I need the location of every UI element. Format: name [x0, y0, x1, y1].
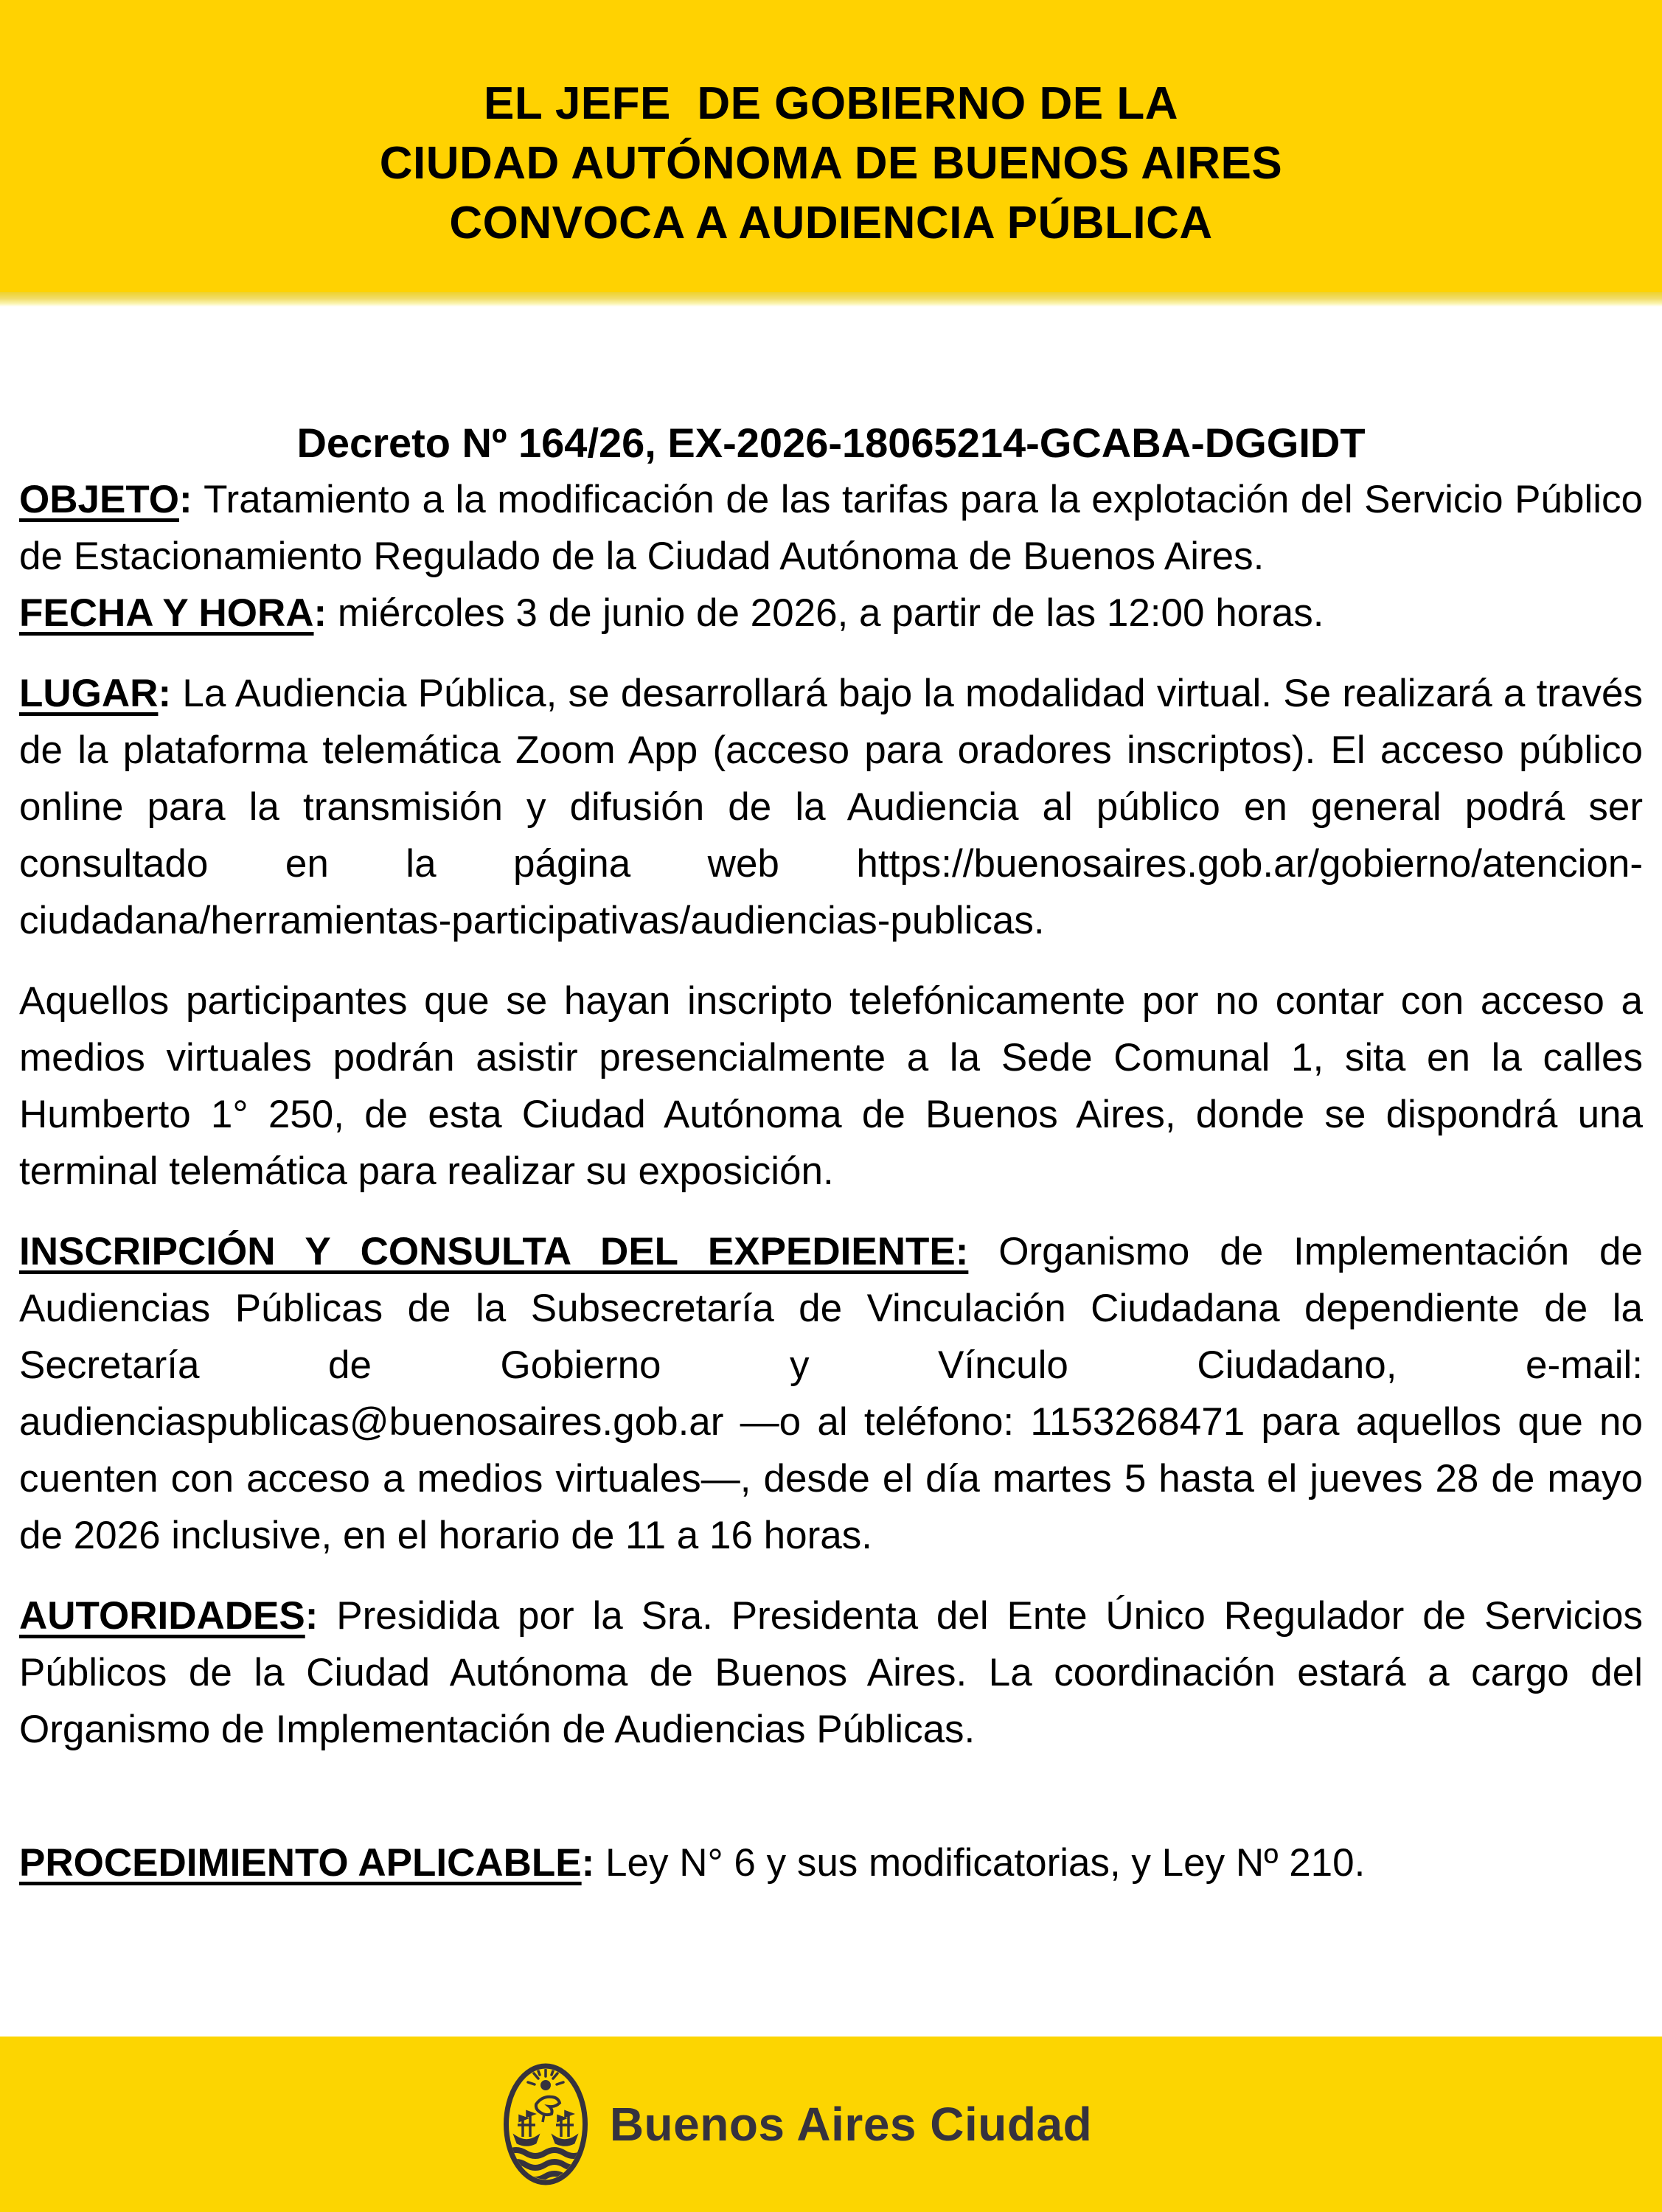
- header-band: [0, 0, 1662, 292]
- paragraph-label: OBJETO: [19, 478, 179, 521]
- header-line-2: CIUDAD AUTÓNOMA DE BUENOS AIRES: [379, 138, 1283, 189]
- decree-title: Decreto Nº 164/26, EX-2026-18065214-GCABA-DGGIDT: [296, 420, 1366, 466]
- footer-brand-text: Buenos Aires Ciudad: [609, 2098, 1093, 2151]
- paragraph-procedimiento-aplicable: PROCEDIMIENTO APLICABLE: Ley N° 6 y sus modificatorias, y Ley Nº 210.: [19, 1841, 1366, 1885]
- paragraph-autoridades: AUTORIDADES: Presidida por la Sra. Presidenta del Ente Único Regulador de Servicios Públicos de la Ciudad Autónoma de Buenos Aires. La coordinación estará a cargo del Organismo de Implementación de Audiencias Públicas.: [19, 1594, 1644, 1751]
- footer-logo-group: [504, 2063, 1092, 2185]
- paragraph-text: Tratamiento a la modificación de las tarifas para la explotación del Servicio Público de Estacionamiento Regulado de la Ciudad Autónoma de Buenos Aires.: [19, 478, 1643, 578]
- paragraph-text: Presidida por la Sra. Presidenta del Ente Único Regulador de Servicios Públicos de la Ciudad Autónoma de Buenos Aires. La coordinación estará a cargo del Organismo de Implementación de Audiencias Públicas.: [19, 1594, 1644, 1751]
- header-line-3: CONVOCA A AUDIENCIA PÚBLICA: [449, 198, 1213, 248]
- paragraph-label: LUGAR: [19, 672, 159, 715]
- paragraph-text: Organismo de Implementación de Audiencias Públicas de la Subsecretaría de Vinculación Ciudadana dependiente de la Secretaría de Gobierno y Vínculo Ciudadano, e-mail: audienciaspublicas@buenosaires.gob.ar —o al teléfono: 1153268471 para aquellos que no cuenten con acceso a medios virtuales—, desde el día martes 5 hasta el jueves 28 de mayo de 2026 inclusive, en el horario de 11 a 16 horas.: [19, 1230, 1643, 1557]
- paragraph-inscripcion-y-consulta: [19, 1223, 1643, 1564]
- paragraph-fecha-y-hora: FECHA Y HORA: miércoles 3 de junio de 2026, a partir de las 12:00 horas.: [19, 591, 1324, 635]
- paragraph-label: AUTORIDADES: [19, 1594, 305, 1638]
- paragraph-objeto: OBJETO: Tratamiento a la modificación de las tarifas para la explotación del Servicio Público de Estacionamiento Regulado de la Ciudad Autónoma de Buenos Aires.: [19, 478, 1643, 578]
- paragraph-text: La Audiencia Pública, se desarrollará bajo la modalidad virtual. Se realizará a través de la plataforma telemática Zoom App (acceso para oradores inscriptos). El acceso público online para la transmisión y difusión de la Audiencia al público en general podrá ser consultado en la página web https://buenosaires.gob.ar/gobierno/atencion-ciudadana/herramientas-participativas/audiencias-publicas.: [19, 672, 1643, 942]
- footer-band: [0, 2037, 1662, 2212]
- notice-body: [0, 307, 1662, 2037]
- paragraph-lugar: LUGAR: La Audiencia Pública, se desarrollará bajo la modalidad virtual. Se realizará a través de la plataforma telemática Zoom App (acceso para oradores inscriptos). El acceso público online para la transmisión y difusión de la Audiencia al público en general podrá ser consultado en la página web https://buenosaires.gob.ar/gobierno/atencion-ciudadana/herramientas-participativas/audiencias-publicas.: [19, 672, 1643, 942]
- paragraph-asistencia-presencial: [19, 973, 1643, 1200]
- paragraph-text: miércoles 3 de junio de 2026, a partir de las 12:00 horas.: [337, 591, 1324, 635]
- paragraph-text: Aquellos participantes que se hayan inscripto telefónicamente por no contar con acceso a medios virtuales podrán asistir presencialmente a la Sede Comunal 1, sita en la calles Humberto 1° 250, de esta Ciudad Autónoma de Buenos Aires, donde se dispondrá una terminal telemática para realizar su exposición.: [19, 979, 1643, 1193]
- paragraph-label: PROCEDIMIENTO APLICABLE: [19, 1841, 582, 1885]
- header-line-1: EL JEFE DE GOBIERNO DE LA: [483, 78, 1178, 129]
- paragraph-label: INSCRIPCIÓN Y CONSULTA DEL EXPEDIENTE:: [19, 1230, 969, 1273]
- buenos-aires-crest-icon: [504, 2063, 588, 2185]
- paragraph-text: Ley N° 6 y sus modificatorias, y Ley Nº 210.: [605, 1841, 1366, 1885]
- paragraph-label: FECHA Y HORA: [19, 591, 314, 635]
- header-bottom-fade: [0, 292, 1662, 307]
